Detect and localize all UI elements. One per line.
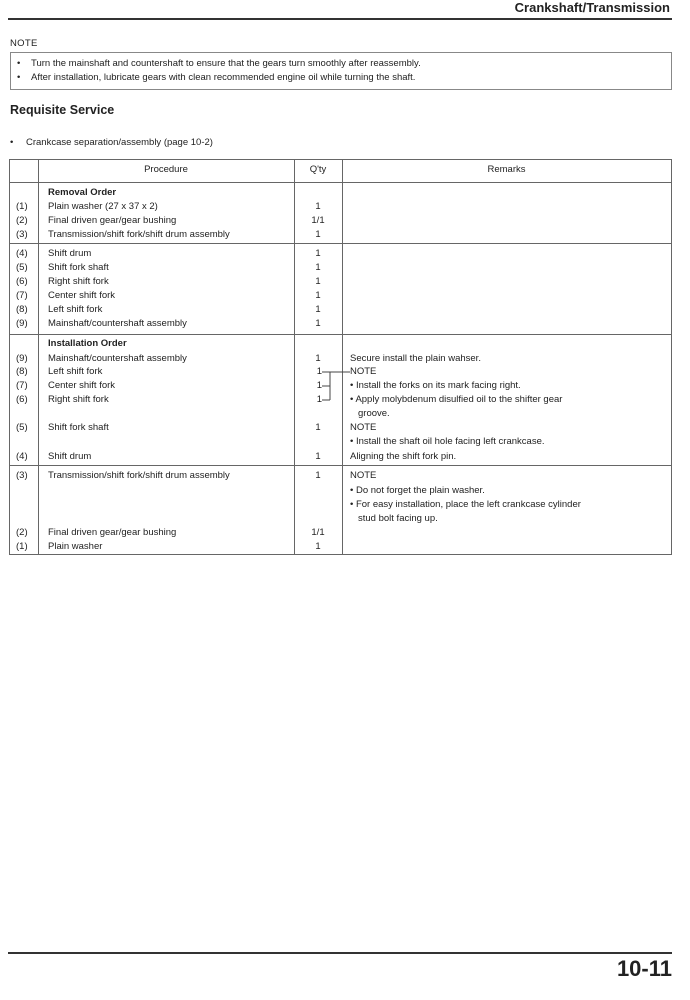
row-number: (6): [16, 394, 28, 405]
page-header-title: Crankshaft/Transmission: [514, 0, 670, 15]
table-divider: [10, 182, 671, 183]
row-number: (1): [16, 201, 28, 212]
installation-order-title: Installation Order: [48, 338, 127, 349]
note-label: NOTE: [10, 38, 38, 49]
row-qty: 1: [315, 229, 321, 240]
row-remark-cont: groove.: [358, 408, 390, 419]
row-number: (3): [16, 470, 28, 481]
row-qty: 1: [315, 276, 321, 287]
row-number: (2): [16, 215, 28, 226]
row-number: (8): [16, 366, 28, 377]
row-remark-cont: • Do not forget the plain washer.: [350, 485, 485, 496]
table-divider: [10, 465, 671, 466]
note-text: After installation, lubricate gears with clean recommended engine oil while turning the shaft.: [31, 72, 416, 83]
row-number: (9): [16, 353, 28, 364]
row-remark-cont: • Install the shaft oil hole facing left crankcase.: [350, 436, 545, 447]
service-item: [10, 137, 213, 148]
row-item: Right shift fork: [48, 276, 109, 287]
row-item: Mainshaft/countershaft assembly: [48, 318, 187, 329]
bracket-connector: [322, 365, 350, 405]
row-item: Shift fork shaft: [48, 262, 109, 273]
row-number: (5): [16, 422, 28, 433]
row-qty: 1: [315, 248, 321, 259]
row-remark: NOTE: [350, 366, 377, 377]
row-qty: 1: [316, 394, 322, 405]
note-text: Turn the mainshaft and countershaft to ensure that the gears turn smoothly after reassembly.: [31, 58, 421, 69]
procedure-table: [9, 159, 672, 555]
page-number: 10-11: [616, 956, 672, 981]
row-remark: • Apply molybdenum disulfied oil to the shifter gear: [350, 394, 563, 405]
note-line: [17, 72, 415, 83]
row-remark: Secure install the plain wahser.: [350, 353, 481, 364]
header-remarks: Remarks: [487, 164, 526, 175]
row-item: Transmission/shift fork/shift drum assembly: [48, 470, 230, 481]
row-item: Plain washer: [48, 541, 103, 552]
row-item: Transmission/shift fork/shift drum assembly: [48, 229, 230, 240]
row-item: Plain washer (27 x 37 x 2): [48, 201, 158, 212]
header-procedure: Procedure: [144, 164, 188, 175]
row-item: Final driven gear/gear bushing: [48, 527, 177, 538]
row-qty: 1: [315, 290, 321, 301]
row-number: (1): [16, 541, 28, 552]
row-number: (5): [16, 262, 28, 273]
row-number: (2): [16, 527, 28, 538]
row-remark: Aligning the shift fork pin.: [350, 451, 457, 462]
row-remark-cont: • For easy installation, place the left crankcase cylinder: [350, 499, 581, 510]
row-qty: 1: [315, 422, 321, 433]
row-remark: NOTE: [350, 470, 377, 481]
row-qty: 1/1: [311, 215, 325, 226]
row-number: (7): [16, 380, 28, 391]
row-number: (3): [16, 229, 28, 240]
row-item: Left shift fork: [48, 304, 103, 315]
row-qty: 1: [315, 470, 321, 481]
row-item: Shift drum: [48, 248, 92, 259]
row-item: Mainshaft/countershaft assembly: [48, 353, 187, 364]
row-qty: 1: [315, 201, 321, 212]
note-line: [17, 58, 421, 69]
row-number: (8): [16, 304, 28, 315]
row-qty: 1: [315, 451, 321, 462]
row-number: (4): [16, 248, 28, 259]
row-remark: NOTE: [350, 422, 377, 433]
footer-rule: [8, 952, 672, 954]
row-remark: • Install the forks on its mark facing right.: [350, 380, 521, 391]
bullet: •: [17, 58, 21, 69]
row-number: (7): [16, 290, 28, 301]
row-item: Right shift fork: [48, 394, 109, 405]
row-qty: 1/1: [311, 527, 325, 538]
bullet: •: [17, 72, 21, 83]
row-item: Center shift fork: [48, 380, 116, 391]
row-item: Shift drum: [48, 451, 92, 462]
row-item: Center shift fork: [48, 290, 116, 301]
row-qty: 1: [316, 380, 322, 391]
service-item-text: Crankcase separation/assembly (page 10-2): [26, 137, 213, 148]
row-number: (4): [16, 451, 28, 462]
row-number: (6): [16, 276, 28, 287]
row-qty: 1: [315, 304, 321, 315]
row-item: Left shift fork: [48, 366, 103, 377]
row-remark-cont: stud bolt facing up.: [358, 513, 438, 524]
row-item: Final driven gear/gear bushing: [48, 215, 177, 226]
bullet: •: [10, 137, 14, 148]
removal-order-title: Removal Order: [48, 187, 117, 198]
table-divider: [10, 334, 671, 335]
note-box: [10, 52, 672, 90]
section-title: Requisite Service: [10, 103, 115, 117]
row-qty: 1: [315, 353, 321, 364]
row-qty: 1: [315, 262, 321, 273]
row-number: (9): [16, 318, 28, 329]
header-qty: Q'ty: [309, 164, 327, 175]
row-qty: 1: [316, 366, 322, 377]
row-item: Shift fork shaft: [48, 422, 109, 433]
row-qty: 1: [315, 318, 321, 329]
row-qty: 1: [315, 541, 321, 552]
table-divider: [342, 160, 343, 554]
table-divider: [10, 243, 671, 244]
header-rule: [8, 18, 672, 20]
